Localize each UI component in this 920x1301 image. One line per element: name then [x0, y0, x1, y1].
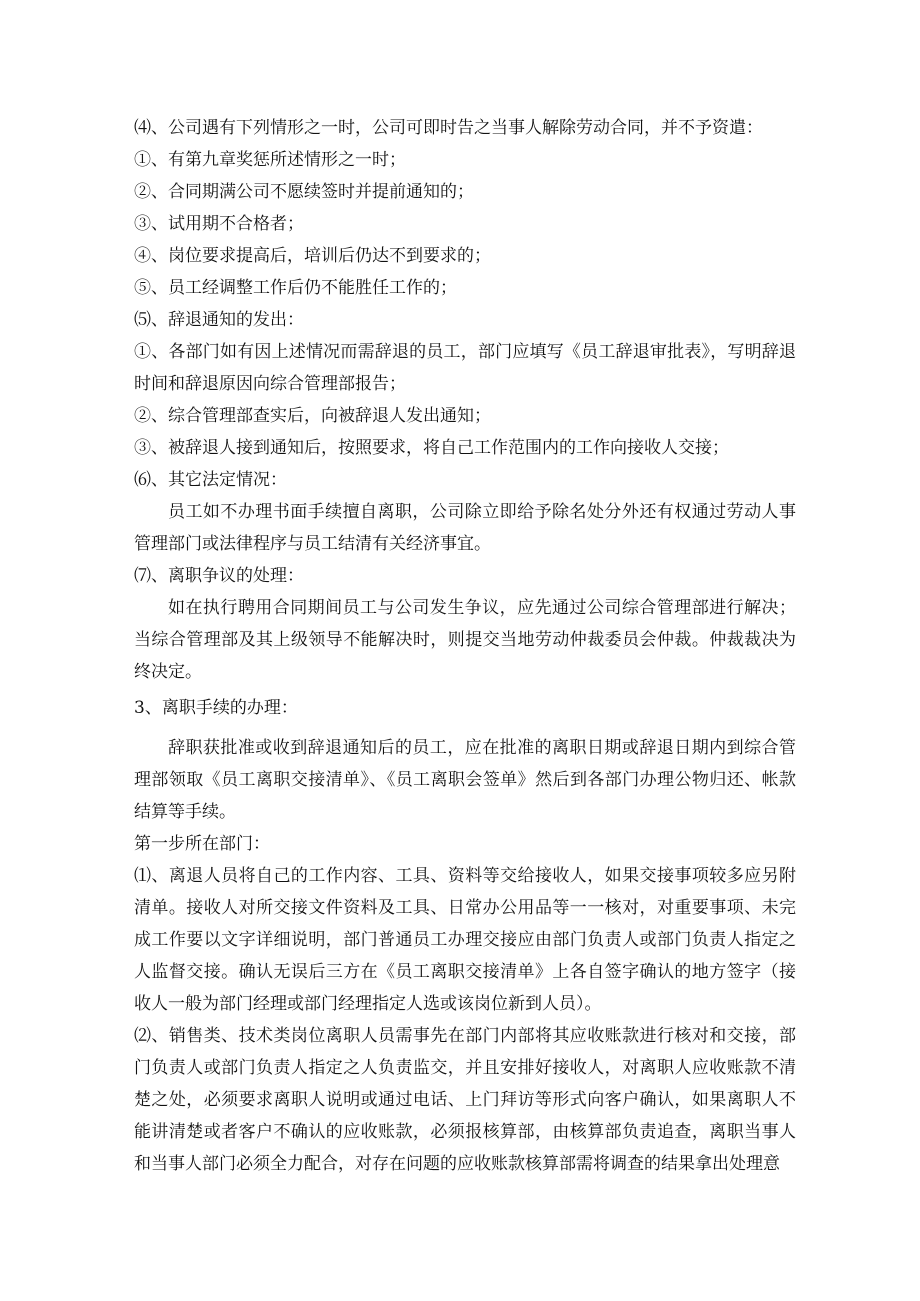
clause-7-heading: ⑺、离职争议的处理：: [134, 566, 304, 586]
step-1-item-1: ⑴、离退人员将自己的工作内容、工具、资料等交给接收人，如果交接事项较多应另附清单。接收人对所交接文件资料及工具、日常办公用品等一一核对，对重要事项、未完成工作要以文字详细说明，部门普通员工办理交接应由部门负责人或部门负责人指定之人监督交接。确认无误后三方在《员工离职交接清单》上各自签字确认的地方签字（接收人一般为部门经理或部门经理指定人选或该岗位新到人员）。: [134, 866, 796, 1014]
clause-6-heading: ⑹、其它法定情况：: [134, 470, 287, 490]
clause-4-heading: ⑷、公司遇有下列情形之一时，公司可即时告之当事人解除劳动合同，并不予资遣：: [134, 118, 763, 138]
clause-4-item-1: ①、有第九章奖惩所述情形之一时；: [134, 150, 406, 170]
clause-4-item-3: ③、试用期不合格者；: [134, 214, 304, 234]
section-3-paragraph: 辞职获批准或收到辞退通知后的员工，应在批准的离职日期或辞退日期内到综合管理部领取《员工离职交接清单》、《员工离职会签单》然后到各部门办理公物归还、帐款结算等手续。: [134, 738, 796, 822]
document-body: [134, 112, 796, 1180]
clause-4-item-2: ②、合同期满公司不愿续签时并提前通知的；: [134, 182, 474, 202]
clause-7-paragraph: 如在执行聘用合同期间员工与公司发生争议，应先通过公司综合管理部进行解决；当综合管理部及其上级领导不能解决时，则提交当地劳动仲裁委员会仲裁。仲裁裁决为终决定。: [134, 598, 796, 682]
clause-6-paragraph: 员工如不办理书面手续擅自离职，公司除立即给予除名处分外还有权通过劳动人事管理部门或法律程序与员工结清有关经济事宜。: [134, 502, 796, 554]
clause-5-item-1: ①、各部门如有因上述情况而需辞退的员工，部门应填写《员工辞退审批表》，写明辞退时间和辞退原因向综合管理部报告；: [134, 342, 796, 394]
clause-5-item-3: ③、被辞退人接到通知后，按照要求，将自己工作范围内的工作向接收人交接；: [134, 438, 729, 458]
clause-5-heading: ⑸、辞退通知的发出：: [134, 310, 304, 330]
clause-4-item-4: ④、岗位要求提高后，培训后仍达不到要求的；: [134, 246, 491, 266]
clause-5-item-2: ②、综合管理部查实后，向被辞退人发出通知；: [134, 406, 491, 426]
step-1-heading: 第一步所在部门：: [134, 834, 270, 854]
clause-4-item-5: ⑤、员工经调整工作后仍不能胜任工作的；: [134, 278, 457, 298]
step-1-item-2: ⑵、销售类、技术类岗位离职人员需事先在部门内部将其应收账款进行核对和交接，部门负责人或部门负责人指定之人负责监交，并且安排好接收人，对离职人应收账款不清楚之处，必须要求离职人说明或通过电话、上门拜访等形式向客户确认，如果离职人不能讲清楚或者客户不确认的应收账款，必须报核算部，由核算部负责追查，离职当事人和当事人部门必须全力配合，对存在问题的应收账款核算部需将调查的结果拿出处理意: [134, 1026, 796, 1174]
section-3-heading: 3、离职手续的办理：: [134, 698, 298, 718]
